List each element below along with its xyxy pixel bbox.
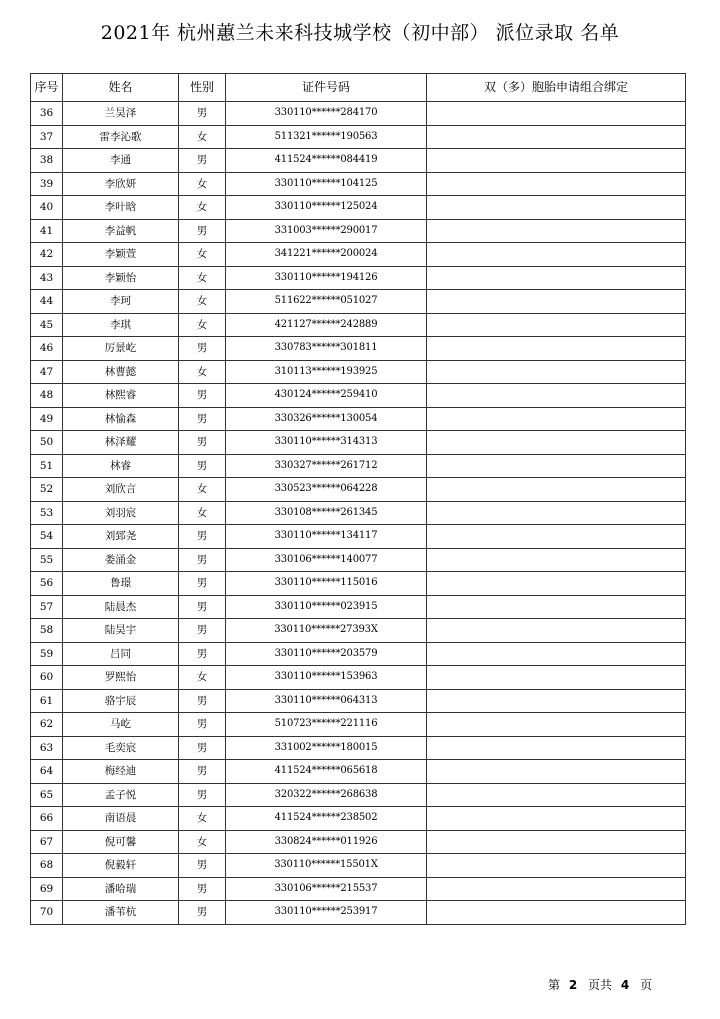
- cell-id-number: 330326******130054: [226, 407, 427, 431]
- cell-twin-binding: [427, 102, 686, 126]
- cell-id-number: 330110******125024: [226, 196, 427, 220]
- cell-name: 李通: [63, 149, 179, 173]
- table-row: [31, 642, 686, 666]
- table-row: [31, 807, 686, 831]
- cell-name: 潘哈瑞: [63, 877, 179, 901]
- cell-gender: 男: [179, 619, 226, 643]
- page-title: 2021年 杭州蕙兰未来科技城学校（初中部） 派位录取 名单: [100, 22, 620, 44]
- cell-gender: 女: [179, 196, 226, 220]
- cell-seq: 65: [31, 783, 63, 807]
- cell-gender: 女: [179, 501, 226, 525]
- table-row: [31, 384, 686, 408]
- header-twin: 双（多）胞胎申请组合绑定: [427, 74, 686, 102]
- cell-twin-binding: [427, 290, 686, 314]
- cell-gender: 男: [179, 337, 226, 361]
- cell-twin-binding: [427, 572, 686, 596]
- cell-seq: 64: [31, 760, 63, 784]
- table-row: [31, 290, 686, 314]
- cell-twin-binding: [427, 666, 686, 690]
- cell-id-number: 341221******200024: [226, 243, 427, 267]
- cell-twin-binding: [427, 807, 686, 831]
- cell-id-number: 330110******194126: [226, 266, 427, 290]
- cell-name: 李颖萱: [63, 243, 179, 267]
- table-row: [31, 337, 686, 361]
- cell-gender: 女: [179, 290, 226, 314]
- cell-gender: 男: [179, 431, 226, 455]
- table-row: [31, 783, 686, 807]
- cell-name: 娄涌金: [63, 548, 179, 572]
- cell-seq: 46: [31, 337, 63, 361]
- cell-id-number: 421127******242889: [226, 313, 427, 337]
- table-row: [31, 877, 686, 901]
- cell-gender: 男: [179, 384, 226, 408]
- header-name: 姓名: [63, 74, 179, 102]
- cell-gender: 男: [179, 454, 226, 478]
- table-row: [31, 854, 686, 878]
- cell-name: 南语晨: [63, 807, 179, 831]
- cell-seq: 48: [31, 384, 63, 408]
- cell-seq: 41: [31, 219, 63, 243]
- cell-gender: 男: [179, 595, 226, 619]
- cell-gender: 女: [179, 360, 226, 384]
- cell-gender: 女: [179, 807, 226, 831]
- cell-name: 刘欣言: [63, 478, 179, 502]
- cell-id-number: 330108******261345: [226, 501, 427, 525]
- cell-name: 潘苇杭: [63, 901, 179, 925]
- cell-twin-binding: [427, 266, 686, 290]
- table-row: [31, 736, 686, 760]
- cell-gender: 男: [179, 642, 226, 666]
- cell-seq: 49: [31, 407, 63, 431]
- cell-seq: 45: [31, 313, 63, 337]
- cell-id-number: 330110******314313: [226, 431, 427, 455]
- cell-id-number: 411524******084419: [226, 149, 427, 173]
- table-row: [31, 243, 686, 267]
- cell-id-number: 330110******15501X: [226, 854, 427, 878]
- table-row: [31, 360, 686, 384]
- cell-name: 李叶晗: [63, 196, 179, 220]
- cell-gender: 女: [179, 666, 226, 690]
- table-row: [31, 595, 686, 619]
- cell-seq: 68: [31, 854, 63, 878]
- cell-id-number: 330106******215537: [226, 877, 427, 901]
- cell-gender: 女: [179, 172, 226, 196]
- cell-id-number: 330824******011926: [226, 830, 427, 854]
- cell-id-number: 330110******104125: [226, 172, 427, 196]
- cell-name: 兰昊泽: [63, 102, 179, 126]
- cell-seq: 39: [31, 172, 63, 196]
- cell-twin-binding: [427, 877, 686, 901]
- cell-seq: 36: [31, 102, 63, 126]
- table-row: [31, 666, 686, 690]
- cell-name: 雷李沁歌: [63, 125, 179, 149]
- header-id: 证件号码: [226, 74, 427, 102]
- cell-id-number: 330783******301811: [226, 337, 427, 361]
- cell-gender: 男: [179, 760, 226, 784]
- cell-twin-binding: [427, 172, 686, 196]
- cell-gender: 女: [179, 830, 226, 854]
- cell-gender: 男: [179, 102, 226, 126]
- cell-seq: 61: [31, 689, 63, 713]
- cell-name: 倪毅轩: [63, 854, 179, 878]
- cell-twin-binding: [427, 525, 686, 549]
- cell-id-number: 430124******259410: [226, 384, 427, 408]
- cell-twin-binding: [427, 901, 686, 925]
- cell-seq: 67: [31, 830, 63, 854]
- cell-seq: 57: [31, 595, 63, 619]
- cell-twin-binding: [427, 830, 686, 854]
- cell-name: 毛奕宸: [63, 736, 179, 760]
- footer-middle: 页共: [588, 978, 613, 992]
- cell-seq: 62: [31, 713, 63, 737]
- cell-name: 倪可馨: [63, 830, 179, 854]
- cell-seq: 69: [31, 877, 63, 901]
- cell-seq: 43: [31, 266, 63, 290]
- cell-seq: 56: [31, 572, 63, 596]
- table-row: [31, 619, 686, 643]
- cell-gender: 男: [179, 854, 226, 878]
- table-row: [31, 172, 686, 196]
- cell-twin-binding: [427, 431, 686, 455]
- cell-twin-binding: [427, 501, 686, 525]
- cell-twin-binding: [427, 149, 686, 173]
- cell-twin-binding: [427, 854, 686, 878]
- cell-twin-binding: [427, 760, 686, 784]
- cell-twin-binding: [427, 196, 686, 220]
- cell-gender: 女: [179, 266, 226, 290]
- cell-gender: 男: [179, 407, 226, 431]
- cell-id-number: 330110******023915: [226, 595, 427, 619]
- cell-seq: 51: [31, 454, 63, 478]
- cell-id-number: 330110******153963: [226, 666, 427, 690]
- cell-seq: 42: [31, 243, 63, 267]
- cell-twin-binding: [427, 243, 686, 267]
- cell-name: 陆昊宇: [63, 619, 179, 643]
- table-row: [31, 525, 686, 549]
- cell-twin-binding: [427, 736, 686, 760]
- cell-twin-binding: [427, 642, 686, 666]
- cell-name: 林泽耀: [63, 431, 179, 455]
- cell-name: 李益帆: [63, 219, 179, 243]
- cell-id-number: 330110******253917: [226, 901, 427, 925]
- admission-table: [30, 73, 686, 925]
- cell-seq: 66: [31, 807, 63, 831]
- cell-name: 李颖怡: [63, 266, 179, 290]
- cell-seq: 38: [31, 149, 63, 173]
- footer-prefix: 第: [548, 978, 561, 992]
- cell-gender: 女: [179, 478, 226, 502]
- cell-seq: 44: [31, 290, 63, 314]
- cell-name: 陆晨杰: [63, 595, 179, 619]
- cell-gender: 女: [179, 125, 226, 149]
- cell-twin-binding: [427, 407, 686, 431]
- cell-id-number: 330110******203579: [226, 642, 427, 666]
- cell-id-number: 330110******115016: [226, 572, 427, 596]
- cell-gender: 男: [179, 736, 226, 760]
- cell-seq: 70: [31, 901, 63, 925]
- table-row: [31, 219, 686, 243]
- cell-id-number: 330110******134117: [226, 525, 427, 549]
- cell-twin-binding: [427, 219, 686, 243]
- table-row: [31, 689, 686, 713]
- cell-twin-binding: [427, 360, 686, 384]
- table-row: [31, 548, 686, 572]
- cell-id-number: 330523******064228: [226, 478, 427, 502]
- cell-name: 刘郅尧: [63, 525, 179, 549]
- cell-name: 林愉森: [63, 407, 179, 431]
- cell-gender: 男: [179, 877, 226, 901]
- cell-id-number: 330110******064313: [226, 689, 427, 713]
- table-row: [31, 313, 686, 337]
- table-row: [31, 830, 686, 854]
- cell-name: 马屹: [63, 713, 179, 737]
- table-row: [31, 431, 686, 455]
- cell-gender: 男: [179, 572, 226, 596]
- table-row: [31, 149, 686, 173]
- cell-twin-binding: [427, 619, 686, 643]
- cell-id-number: 331002******180015: [226, 736, 427, 760]
- cell-name: 李欣妍: [63, 172, 179, 196]
- cell-seq: 47: [31, 360, 63, 384]
- cell-name: 林曹懿: [63, 360, 179, 384]
- cell-id-number: 330110******284170: [226, 102, 427, 126]
- cell-id-number: 411524******238502: [226, 807, 427, 831]
- footer-suffix: 页: [640, 978, 653, 992]
- cell-seq: 58: [31, 619, 63, 643]
- cell-twin-binding: [427, 689, 686, 713]
- table-row: [31, 125, 686, 149]
- footer-page-number: 2: [568, 978, 578, 992]
- cell-id-number: 330106******140077: [226, 548, 427, 572]
- cell-gender: 女: [179, 313, 226, 337]
- table-row: [31, 196, 686, 220]
- cell-name: 鲁璟: [63, 572, 179, 596]
- table-row: [31, 454, 686, 478]
- cell-id-number: 320322******268638: [226, 783, 427, 807]
- cell-name: 孟子悦: [63, 783, 179, 807]
- cell-twin-binding: [427, 548, 686, 572]
- cell-seq: 59: [31, 642, 63, 666]
- cell-seq: 50: [31, 431, 63, 455]
- header-gender: 性别: [179, 74, 226, 102]
- cell-id-number: 330327******261712: [226, 454, 427, 478]
- cell-id-number: 511622******051027: [226, 290, 427, 314]
- cell-seq: 63: [31, 736, 63, 760]
- cell-twin-binding: [427, 337, 686, 361]
- cell-name: 林睿: [63, 454, 179, 478]
- cell-gender: 男: [179, 525, 226, 549]
- cell-twin-binding: [427, 478, 686, 502]
- table-row: [31, 102, 686, 126]
- table-row: [31, 901, 686, 925]
- cell-gender: 男: [179, 901, 226, 925]
- cell-id-number: 510723******221116: [226, 713, 427, 737]
- cell-seq: 54: [31, 525, 63, 549]
- cell-name: 刘羽宸: [63, 501, 179, 525]
- cell-twin-binding: [427, 783, 686, 807]
- cell-name: 罗熙怡: [63, 666, 179, 690]
- cell-name: 骆宇辰: [63, 689, 179, 713]
- cell-id-number: 330110******27393X: [226, 619, 427, 643]
- cell-id-number: 411524******065618: [226, 760, 427, 784]
- cell-twin-binding: [427, 313, 686, 337]
- cell-seq: 40: [31, 196, 63, 220]
- cell-name: 李珂: [63, 290, 179, 314]
- cell-name: 李琪: [63, 313, 179, 337]
- cell-twin-binding: [427, 713, 686, 737]
- cell-seq: 55: [31, 548, 63, 572]
- cell-gender: 男: [179, 689, 226, 713]
- footer-total-pages: 4: [620, 978, 630, 992]
- cell-gender: 男: [179, 149, 226, 173]
- cell-seq: 37: [31, 125, 63, 149]
- cell-seq: 53: [31, 501, 63, 525]
- cell-name: 厉景屹: [63, 337, 179, 361]
- cell-twin-binding: [427, 125, 686, 149]
- cell-gender: 男: [179, 219, 226, 243]
- cell-twin-binding: [427, 384, 686, 408]
- cell-gender: 男: [179, 548, 226, 572]
- table-row: [31, 501, 686, 525]
- table-row: [31, 266, 686, 290]
- cell-gender: 男: [179, 713, 226, 737]
- cell-gender: 男: [179, 783, 226, 807]
- table-row: [31, 478, 686, 502]
- cell-twin-binding: [427, 595, 686, 619]
- page-footer: [548, 976, 652, 993]
- table-row: [31, 760, 686, 784]
- cell-name: 林熙睿: [63, 384, 179, 408]
- table-row: [31, 572, 686, 596]
- cell-name: 梅经迪: [63, 760, 179, 784]
- cell-twin-binding: [427, 454, 686, 478]
- cell-id-number: 511321******190563: [226, 125, 427, 149]
- table-body: [31, 102, 686, 925]
- cell-name: 吕同: [63, 642, 179, 666]
- header-seq: 序号: [31, 74, 63, 102]
- table-row: [31, 713, 686, 737]
- cell-seq: 52: [31, 478, 63, 502]
- table-row: [31, 407, 686, 431]
- cell-seq: 60: [31, 666, 63, 690]
- cell-gender: 女: [179, 243, 226, 267]
- cell-id-number: 310113******193925: [226, 360, 427, 384]
- table-header-row: [31, 74, 686, 102]
- cell-id-number: 331003******290017: [226, 219, 427, 243]
